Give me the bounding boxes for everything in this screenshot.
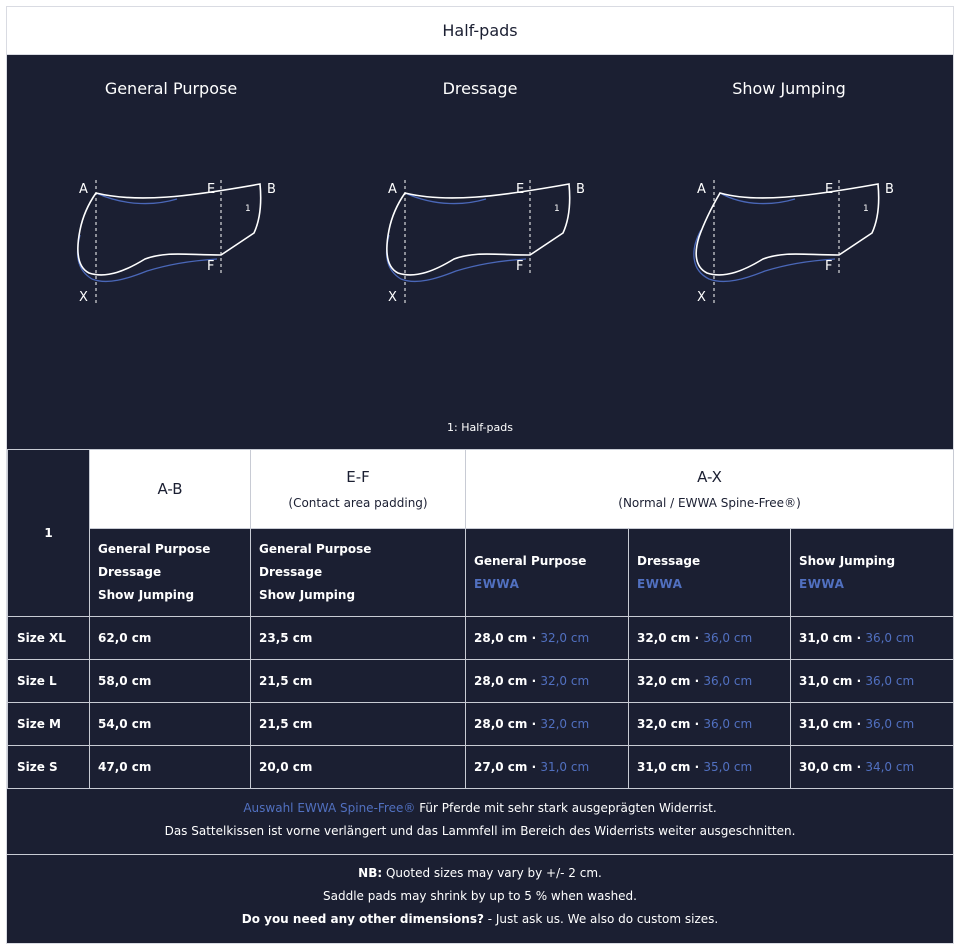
pad-number-label: 1: [245, 204, 251, 214]
custom-size-line: [7, 908, 953, 931]
value-a-b: 54,0 cm: [90, 703, 251, 746]
pad-outline: [78, 184, 261, 275]
value-a-b: 58,0 cm: [90, 660, 251, 703]
value-a-x-dr: 32,0 cm · 36,0 cm: [629, 617, 791, 660]
discipline-label: General Purpose: [98, 542, 211, 556]
header-a-x-label: A-X: [697, 468, 722, 486]
discipline-label: Dressage: [259, 565, 323, 579]
diagram-title-show-jumping: Show Jumping: [732, 79, 846, 98]
ewwa-label: EWWA: [474, 576, 520, 591]
pad-number-label: 1: [554, 204, 560, 214]
discipline-label: Dressage: [637, 553, 701, 568]
half-pad-diagram-dressage: [376, 175, 596, 315]
value-a-b: 47,0 cm: [90, 746, 251, 789]
ewwa-note-text: Für Pferde mit sehr stark ausgeprägten Widerrist.: [415, 801, 717, 815]
point-label-b: B: [885, 182, 894, 197]
value-e-f: 21,5 cm: [251, 660, 466, 703]
ewwa-label: EWWA: [799, 576, 845, 591]
value-a-x-gp: 27,0 cm · 31,0 cm: [466, 746, 629, 789]
value-e-f: 23,5 cm: [251, 617, 466, 660]
value-a-x-gp: 28,0 cm · 32,0 cm: [466, 617, 629, 660]
table-row: [8, 617, 954, 660]
header-a-b-label: A-B: [157, 480, 183, 498]
table-row: [8, 746, 954, 789]
point-label-b: B: [576, 182, 585, 197]
header-e-f-label: E-F: [346, 468, 370, 486]
discipline-label: General Purpose: [474, 553, 587, 568]
diagram-caption: 1: Half-pads: [447, 421, 513, 434]
value-a-x-dr: 31,0 cm · 35,0 cm: [629, 746, 791, 789]
ewwa-label: EWWA: [637, 576, 683, 591]
ewwa-note: [7, 797, 953, 843]
point-label-x: X: [79, 290, 88, 305]
point-label-f: F: [207, 259, 215, 274]
custom-size-answer: - Just ask us. We also do custom sizes.: [483, 912, 719, 926]
header-a-x-sub: (Normal / EWWA Spine-Free®): [618, 496, 801, 510]
header-e-f-sub: (Contact area padding): [288, 496, 428, 510]
pad-outline: [696, 184, 879, 275]
value-a-x-gp: 28,0 cm · 32,0 cm: [466, 703, 629, 746]
half-pad-diagram-show-jumping: [685, 175, 905, 315]
discipline-label: Show Jumping: [259, 588, 356, 602]
nb-line: [7, 862, 953, 885]
point-label-x: X: [697, 290, 706, 305]
value-a-b: 62,0 cm: [90, 617, 251, 660]
size-label: Size S: [8, 746, 90, 789]
page-title: Half-pads: [7, 7, 953, 55]
value-a-x-gp: 28,0 cm · 32,0 cm: [466, 660, 629, 703]
header-e-f: [251, 450, 466, 529]
ewwa-note-line-2: Das Sattelkissen ist vorne verlängert und das Lammfell im Bereich des Widerrists weiter ausgeschnitten.: [164, 824, 796, 838]
value-a-x-sj: 30,0 cm · 34,0 cm: [791, 746, 954, 789]
point-label-f: F: [516, 259, 524, 274]
point-label-e: E: [207, 182, 216, 197]
shrink-line: Saddle pads may shrink by up to 5 % when washed.: [322, 889, 637, 903]
spine-free-outline: [694, 193, 835, 281]
point-label-a: A: [79, 182, 88, 197]
diagram-section: [7, 55, 953, 448]
value-e-f: 20,0 cm: [251, 746, 466, 789]
spine-free-outline: [78, 193, 217, 281]
pad-outline: [387, 184, 570, 275]
subheader-a-x-general-purpose: [466, 529, 629, 617]
spine-free-outline: [387, 193, 526, 281]
point-label-a: A: [388, 182, 397, 197]
discipline-label: General Purpose: [259, 542, 372, 556]
point-label-b: B: [267, 182, 276, 197]
divider: [7, 854, 953, 855]
size-label: Size XL: [8, 617, 90, 660]
size-table: [7, 449, 954, 789]
value-a-x-sj: 31,0 cm · 36,0 cm: [791, 617, 954, 660]
nb-label: NB:: [358, 866, 383, 880]
subheader-a-b: [90, 529, 251, 617]
header-a-b: [90, 450, 251, 529]
point-label-e: E: [516, 182, 525, 197]
header-a-x: [466, 450, 954, 529]
subheader-a-x-dressage: [629, 529, 791, 617]
diagram-title-general-purpose: General Purpose: [104, 79, 238, 98]
size-label: Size L: [8, 660, 90, 703]
point-label-a: A: [697, 182, 706, 197]
value-a-x-dr: 32,0 cm · 36,0 cm: [629, 660, 791, 703]
table-badge: 1: [8, 450, 90, 617]
point-label-f: F: [825, 259, 833, 274]
table-row: [8, 703, 954, 746]
nb-text: Quoted sizes may vary by +/- 2 cm.: [382, 866, 602, 880]
subheader-e-f: [251, 529, 466, 617]
value-e-f: 21,5 cm: [251, 703, 466, 746]
size-label: Size M: [8, 703, 90, 746]
pad-number-label: 1: [863, 204, 869, 214]
discipline-label: Dressage: [98, 565, 162, 579]
ewwa-note-highlight: Auswahl EWWA Spine-Free®: [243, 801, 416, 815]
diagram-title-dressage: Dressage: [442, 79, 518, 98]
half-pads-size-chart: [6, 6, 954, 944]
subheader-a-x-show-jumping: [791, 529, 954, 617]
table-row: [8, 660, 954, 703]
footer-note: [7, 862, 953, 931]
discipline-label: Show Jumping: [799, 553, 896, 568]
ewwa-note-line-1: [7, 797, 953, 820]
value-a-x-sj: 31,0 cm · 36,0 cm: [791, 660, 954, 703]
custom-size-question: Do you need any other dimensions?: [241, 912, 484, 926]
half-pad-diagram-general-purpose: [67, 175, 287, 315]
discipline-label: Show Jumping: [98, 588, 195, 602]
value-a-x-sj: 31,0 cm · 36,0 cm: [791, 703, 954, 746]
point-label-x: X: [388, 290, 397, 305]
value-a-x-dr: 32,0 cm · 36,0 cm: [629, 703, 791, 746]
point-label-e: E: [825, 182, 834, 197]
